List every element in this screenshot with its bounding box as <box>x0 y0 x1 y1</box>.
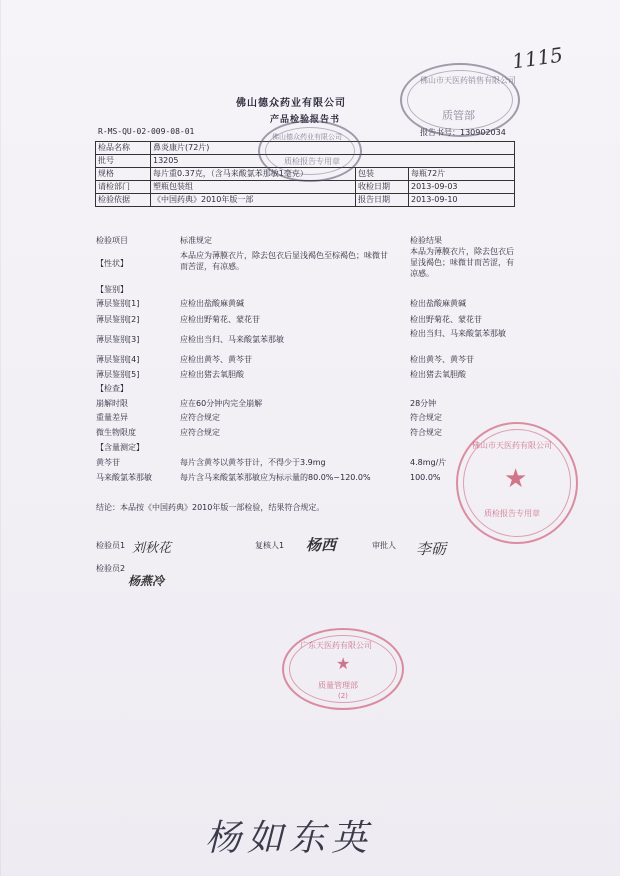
id5-result: 检出猪去氧胆酸 <box>410 370 466 379</box>
weight-name: 重量差异 <box>96 413 128 422</box>
id1-standard: 应检出盐酸麻黄碱 <box>180 299 244 308</box>
inspector1-signature: 刘秋花 <box>132 541 172 556</box>
report-number: 报告书号：130902034 <box>420 128 506 137</box>
inspector2-signature: 杨燕冷 <box>128 574 165 588</box>
approver-label: 审批人 <box>372 541 396 550</box>
assay-heading: 【含量测定】 <box>96 443 144 452</box>
chlorphen-name: 马来酸氯苯那敏 <box>96 473 152 482</box>
disintegration-standard: 应在60分钟内完全崩解 <box>180 399 263 408</box>
id1-name: 薄层鉴别[1] <box>96 299 140 308</box>
id3-result: 检出当归、马来酸氯苯那敏 <box>410 329 506 338</box>
red-stamp-bottom: 质检报告专用章 <box>484 509 540 518</box>
appearance-name: 【性状】 <box>96 259 128 268</box>
id4-standard: 应检出黄芩、黄芩苷 <box>180 355 252 364</box>
head-item: 检验项目 <box>96 236 128 245</box>
received-value: 2013-09-03 <box>409 181 515 194</box>
appearance-standard: 本品应为薄膜衣片，除去包衣后显浅褐色至棕褐色；味微甘而苦涩，有凉感。 <box>180 251 388 271</box>
company-name: 佛山德众药业有限公司 <box>236 98 346 109</box>
report-date-value: 2013-09-10 <box>409 194 515 207</box>
id2-result: 检出野菊花、蒙花苷 <box>410 315 482 324</box>
bottom-stamp-center: 质量管理部 <box>318 681 358 690</box>
approver-signature: 李砺 <box>416 540 447 558</box>
id5-standard: 应检出猪去氧胆酸 <box>180 370 244 379</box>
dept-value: 塑瓶包装组 <box>151 181 356 194</box>
spec-label: 规格 <box>96 168 151 181</box>
baicalin-standard: 每片含黄芩以黄芩苷计，不得少于3.9mg <box>180 458 326 467</box>
spec-value: 每片重0.37克，（含马来酸氯苯那敏1毫克） <box>151 168 356 181</box>
id2-standard: 应检出野菊花、蒙花苷 <box>180 315 260 324</box>
report-date-label: 报告日期 <box>356 194 409 207</box>
id4-name: 薄层鉴别[4] <box>96 355 140 364</box>
company-stamp <box>258 120 362 182</box>
product-value: 鼻炎康片(72片) <box>151 142 515 155</box>
red-stamp-arc: 佛山市天医药有限公司 <box>472 441 552 450</box>
package-label: 包装 <box>356 168 409 181</box>
inspector2-label: 检验员2 <box>96 564 126 573</box>
baicalin-result: 4.8mg/片 <box>410 458 447 467</box>
id2-name: 薄层鉴别[2] <box>96 315 140 324</box>
conclusion: 结论：本品按《中国药典》2010年版一部检验，结果符合规定。 <box>96 503 325 512</box>
microbe-result: 符合规定 <box>410 428 442 437</box>
microbe-name: 微生物限度 <box>96 428 136 437</box>
id1-result: 检出盐酸麻黄碱 <box>410 299 466 308</box>
head-result: 检验结果 <box>410 236 442 245</box>
table-row <box>96 181 515 194</box>
basis-value: 《中国药典》2010年版一部 <box>151 194 356 207</box>
baicalin-name: 黄芩苷 <box>96 458 120 467</box>
corner-handwriting: 1115 <box>510 42 565 74</box>
bottom-stamp-arc: 广东天医药有限公司 <box>300 641 372 650</box>
id3-name: 薄层鉴别[3] <box>96 335 140 344</box>
reviewer-signature: 杨西 <box>306 536 337 554</box>
company-stamp-arc: 佛山德众药业有限公司 <box>272 133 342 141</box>
id3-standard: 应检出当归、马来酸氯苯那敏 <box>180 335 284 344</box>
company-stamp-bottom: 质检报告专用章 <box>284 157 340 166</box>
microbe-standard: 应符合规定 <box>180 428 220 437</box>
qa-stamp-center: 质管部 <box>442 109 475 122</box>
appearance-result: 本品为薄膜衣片，除去包衣后显浅褐色；味微甘而苦涩，有凉感。 <box>410 247 514 278</box>
table-row <box>96 194 515 207</box>
report-title: 产品检验报告书 <box>270 115 341 125</box>
reviewer-label: 复核人1 <box>255 541 285 550</box>
doc-code: R-MS-QU-02-009-08-01 <box>98 127 195 136</box>
identification-heading: 【鉴别】 <box>96 285 128 294</box>
bottom-red-stamp <box>282 628 404 710</box>
dept-label: 请检部门 <box>96 181 151 194</box>
package-value: 每瓶72片 <box>409 168 515 181</box>
received-label: 收检日期 <box>356 181 409 194</box>
red-stamp-star-icon: ★ <box>504 464 528 494</box>
qa-stamp-arc: 佛山市天医药销售有限公司 <box>420 76 516 85</box>
id4-result: 检出黄芩、黄芩苷 <box>410 355 474 364</box>
batch-label: 批号 <box>96 155 151 168</box>
batch-value: 13205 <box>151 155 515 168</box>
head-standard: 标准规定 <box>180 236 212 245</box>
check-heading: 【检查】 <box>96 384 128 393</box>
product-label: 检品名称 <box>96 142 151 155</box>
bottom-stamp-num: (2) <box>338 692 348 700</box>
disintegration-name: 崩解时限 <box>96 399 128 408</box>
id5-name: 薄层鉴别[5] <box>96 370 140 379</box>
weight-result: 符合规定 <box>410 413 442 422</box>
red-round-stamp <box>456 422 578 544</box>
inspector1-label: 检验员1 <box>96 541 126 550</box>
bottom-handwriting: 杨如东英 <box>205 818 374 859</box>
chlorphen-standard: 每片含马来酸氯苯那敏应为标示量的80.0%~120.0% <box>180 473 371 482</box>
qa-stamp <box>400 63 520 137</box>
weight-standard: 应符合规定 <box>180 413 220 422</box>
chlorphen-result: 100.0% <box>410 473 441 482</box>
disintegration-result: 28分钟 <box>410 399 437 408</box>
bottom-stamp-star-icon: ★ <box>336 654 351 673</box>
basis-label: 检验依据 <box>96 194 151 207</box>
